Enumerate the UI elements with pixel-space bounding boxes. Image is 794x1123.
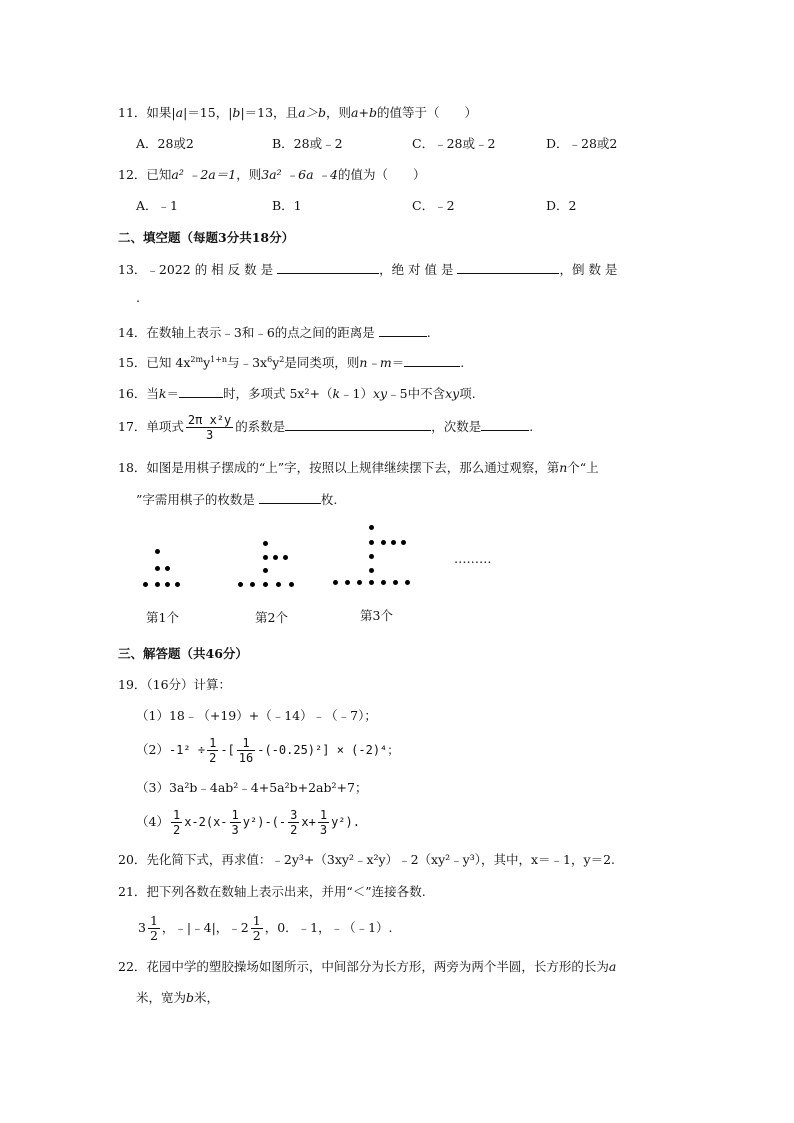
pattern-caption-1: 第1个 bbox=[146, 610, 179, 625]
chess-piece bbox=[155, 549, 160, 554]
chess-piece bbox=[369, 554, 374, 559]
chess-piece bbox=[263, 541, 268, 546]
chess-piece bbox=[289, 582, 294, 587]
question-14: 14．在数轴上表示﹣3和﹣6的点之间的距离是 . bbox=[118, 325, 431, 340]
chess-piece bbox=[369, 568, 374, 573]
question-15: 15．已知 $4x^{2m}y^{1+n}$与$﹣3x^6y^2$是同类项，则n﹣m＝ . bbox=[118, 354, 465, 370]
question-16: 16．当k＝ 时，多项式 5x²+（k﹣1）xy﹣5中不含xy项. bbox=[118, 386, 476, 401]
option-11-d: D．﹣28或2 bbox=[546, 136, 618, 151]
option-12-b: B．1 bbox=[272, 198, 302, 213]
fraction: $\frac{1}{16}$ bbox=[238, 736, 254, 765]
chess-piece bbox=[369, 580, 374, 585]
fraction: $\frac{1}{2}$ bbox=[209, 736, 217, 765]
option-11-c: C．﹣28或﹣2 bbox=[412, 136, 496, 151]
fraction: $\frac{1}{2}$ bbox=[252, 913, 261, 943]
fraction: $\frac{3}{2}$ bbox=[290, 808, 298, 837]
chess-piece bbox=[345, 580, 350, 585]
answer-blank[interactable] bbox=[285, 417, 431, 431]
chess-piece bbox=[357, 580, 362, 585]
question-21: 21．把下列各数在数轴上表示出来，并用“＜”连接各数. bbox=[118, 884, 426, 899]
option-12-d: D．2 bbox=[546, 198, 577, 213]
fraction: $\frac{1}{2}$ bbox=[172, 808, 181, 837]
fraction: $\frac{1}{3}$ bbox=[231, 808, 239, 837]
fraction: $\frac{\text{2π x²y}}{3}$ bbox=[187, 413, 232, 442]
answer-blank[interactable] bbox=[179, 384, 223, 398]
fraction: $\frac{1}{3}$ bbox=[319, 808, 328, 837]
question-19-part-2: （2）-1² ÷ $\frac{1}{2}$ -[ $\frac{1}{16}$ -(-0.25)²] × (-2)⁴； bbox=[136, 736, 400, 765]
chess-piece bbox=[263, 555, 268, 560]
section-fill-in-heading: 二、填空题（每题3分共18分） bbox=[118, 230, 295, 245]
chess-piece bbox=[401, 540, 406, 545]
chess-piece bbox=[155, 582, 160, 587]
pattern-ellipsis: ……… bbox=[454, 551, 492, 566]
chess-piece bbox=[391, 540, 396, 545]
pattern-caption-3: 第3个 bbox=[360, 608, 393, 623]
chess-piece bbox=[393, 580, 398, 585]
chess-piece bbox=[155, 566, 160, 571]
chess-piece bbox=[165, 566, 170, 571]
chess-piece bbox=[165, 582, 170, 587]
chess-piece bbox=[273, 555, 278, 560]
chess-piece bbox=[238, 582, 243, 587]
question-18: 18．如图是用棋子摆成的“上”字，按照以上规律继续摆下去，那么通过观察，第n个“上 bbox=[118, 460, 599, 475]
answer-blank[interactable] bbox=[404, 353, 460, 367]
question-13: 13．﹣2022 的 相 反 数 是 ，绝 对 值 是 ，倒 数 是 bbox=[118, 262, 618, 277]
question-11: 11．如果|a|＝15，|b|＝13，且a＞b，则a+b的值等于（ ） bbox=[118, 105, 477, 120]
pattern-caption-2: 第2个 bbox=[255, 610, 288, 625]
question-19-part-3: （3）3a²b﹣4ab²﹣4+5a²b+2ab²+7； bbox=[136, 780, 368, 795]
option-11-a: A．28或2 bbox=[136, 136, 194, 151]
question-17: 17．单项式 $\frac{\text{2π x²y}}{3}$ 的系数是 ，次数是 . bbox=[118, 413, 534, 442]
answer-blank[interactable] bbox=[259, 490, 321, 504]
answer-blank[interactable] bbox=[379, 323, 427, 337]
chess-piece bbox=[333, 580, 338, 585]
option-12-a: A．﹣1 bbox=[136, 198, 178, 213]
answer-blank[interactable] bbox=[481, 417, 529, 431]
chess-piece bbox=[369, 540, 374, 545]
chess-piece bbox=[283, 555, 288, 560]
option-12-c: C．﹣2 bbox=[412, 198, 455, 213]
chess-piece bbox=[369, 525, 374, 530]
chess-piece bbox=[276, 582, 281, 587]
question-12: 12．已知a² ﹣2a＝1，则3a² ﹣6a ﹣4的值为（ ） bbox=[118, 167, 426, 182]
chess-piece bbox=[381, 580, 386, 585]
question-19: 19．（16分）计算： bbox=[118, 677, 232, 692]
question-19-part-1: （1）18﹣（+19）+（﹣14）﹣（﹣7）； bbox=[136, 708, 377, 723]
chess-piece bbox=[405, 580, 410, 585]
question-13-end: . bbox=[136, 290, 140, 305]
question-21-numbers: 3 $\frac{1}{2}$ ，﹣|﹣4|，﹣2 $\frac{1}{2}$ ，0．﹣1，﹣（﹣1）. bbox=[138, 913, 393, 943]
chess-piece bbox=[250, 582, 255, 587]
option-11-b: B．28或﹣2 bbox=[272, 136, 343, 151]
chess-piece bbox=[175, 582, 180, 587]
fraction: $\frac{1}{2}$ bbox=[149, 913, 158, 943]
answer-blank[interactable] bbox=[277, 260, 379, 274]
question-18-line2: ”字需用棋子的枚数是 枚. bbox=[136, 492, 338, 507]
chess-piece bbox=[263, 582, 268, 587]
chess-piece bbox=[143, 582, 148, 587]
chess-piece bbox=[381, 540, 386, 545]
question-19-part-4: （4） $\frac{1}{2}$ x-2(x- $\frac{1}{3}$ y²)-(- $\frac{3}{2}$ x+ $\frac{1}{3}$ y²). bbox=[136, 808, 360, 837]
answer-blank[interactable] bbox=[457, 260, 559, 274]
section-solve-heading: 三、解答题（共46分） bbox=[118, 646, 248, 661]
question-20: 20．先化简下式，再求值：﹣2y³+（3xy²﹣x²y）﹣2（xy²﹣y³），其中，x＝﹣1，y＝2. bbox=[118, 852, 615, 867]
question-22-line2: 米，宽为b米， bbox=[136, 990, 220, 1005]
question-22: 22．花园中学的塑胶操场如图所示，中间部分为长方形，两旁为两个半圆，长方形的长为a bbox=[118, 959, 617, 974]
chess-piece bbox=[263, 568, 268, 573]
